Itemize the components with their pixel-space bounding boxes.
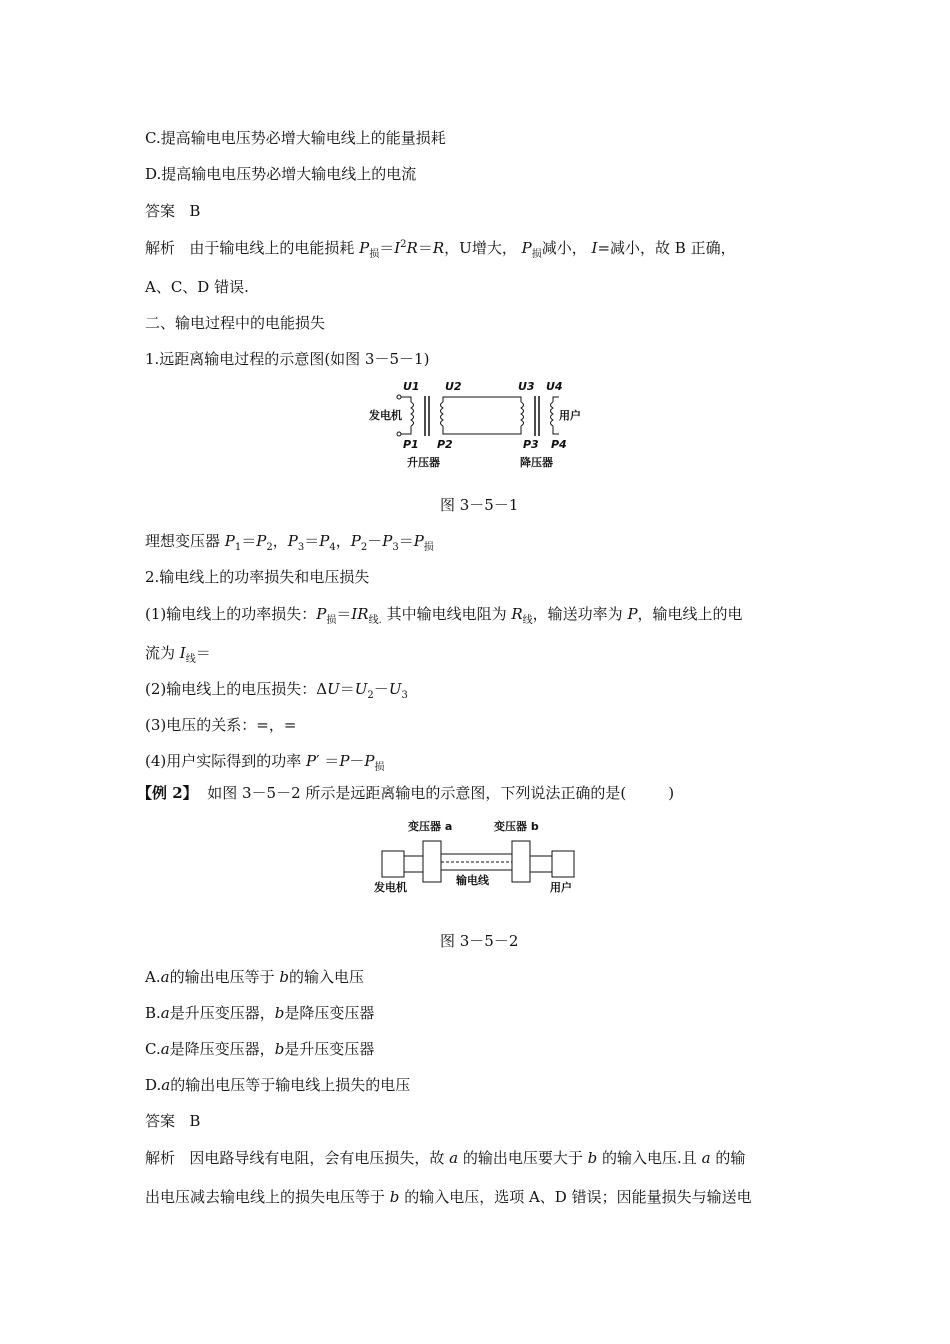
label-p1: P1 xyxy=(403,438,419,451)
example-tag: 【例 2】 xyxy=(137,784,198,802)
answer-label: 答案 xyxy=(145,1112,176,1130)
example-answer xyxy=(145,1110,200,1131)
label-p4: P4 xyxy=(551,438,567,451)
label-step-up: 升压器 xyxy=(407,456,440,469)
label-line: 输电线 xyxy=(456,874,489,887)
sub-item-1-cont: 流为 $I_线=$ xyxy=(145,644,211,665)
label-generator-2: 发电机 xyxy=(374,881,407,894)
figure-3-5-2 xyxy=(372,818,584,900)
answer-value: B xyxy=(189,202,201,220)
sub-item-3: (3)电压的关系：=，= xyxy=(145,716,297,734)
example-option-d: D.a的输出电压等于输电线上损失的电压 xyxy=(145,1076,411,1094)
example-option-c: C.a是降压变压器，b是升压变压器 xyxy=(145,1040,375,1058)
section-heading: 二、输电过程中的电能损失 xyxy=(145,314,326,332)
label-user-2: 用户 xyxy=(550,881,572,894)
figure-1-caption: 图 3－5－1 xyxy=(440,496,519,514)
label-u2: U2 xyxy=(445,380,462,393)
example-explanation-line-1: 解析 因电路导线有电阻，会有电压损失，故 a 的输出电压要大于 b 的输入电压.且 a 的输 xyxy=(145,1149,746,1167)
sub-item-2: (2)输电线上的电压损失：$\Delta U=U_2-U_3$ xyxy=(145,680,408,701)
explanation-line-1: 解析 由于输电线上的电能损耗 $P_损=I^2R=R$，U增大， $P_损$减小， I=减小，故 B 正确， xyxy=(145,239,736,260)
label-transformer-a: 变压器 a xyxy=(408,820,453,833)
option-c: C.提高输电电压势必增大输电线上的能量损耗 xyxy=(145,129,446,147)
label-transformer-b: 变压器 b xyxy=(494,820,539,833)
answer-value: B xyxy=(189,1112,201,1130)
explanation-label: 解析 xyxy=(145,239,176,257)
label-step-down: 降压器 xyxy=(520,456,553,469)
ideal-transformer-line: 理想变压器 $P_1=P_2$，$P_3=P_4$，$P_2-P_3=P_损$ xyxy=(145,532,434,553)
figure-2-caption: 图 3－5－2 xyxy=(440,932,519,950)
example-explanation-line-2: 出电压减去输电线上的损失电压等于 b 的输入电压，选项 A、D 错误；因能量损失与输送电 xyxy=(145,1188,752,1206)
label-user: 用户 xyxy=(559,409,581,422)
label-u4: U4 xyxy=(546,380,563,393)
explanation-text: 由于输电线上的电能损耗 xyxy=(189,239,355,257)
example-2-stem: 【例 2】 如图 3－5－2 所示是远距离输电的示意图，下列说法正确的是( ) xyxy=(137,784,675,802)
example-option-b: B.a是升压变压器，b是降压变压器 xyxy=(145,1004,375,1022)
label-p3: P3 xyxy=(523,438,539,451)
explanation-line-2: A、C、D 错误. xyxy=(145,278,249,296)
label-u3: U3 xyxy=(518,380,535,393)
label-p2: P2 xyxy=(437,438,453,451)
answer-label: 答案 xyxy=(145,202,176,220)
label-generator: 发电机 xyxy=(369,409,402,422)
label-u1: U1 xyxy=(403,380,420,393)
sub-item-1: (1)输电线上的功率损失：$P_损=IR_{线.}$ 其中输电线电阻为 $R_线$，输送功率为 P，输电线上的电 xyxy=(145,605,743,626)
option-d: D.提高输电电压势必增大输电线上的电流 xyxy=(145,165,417,183)
example-option-a: A.a的输出电压等于 b的输入电压 xyxy=(145,968,364,986)
figure-3-5-1 xyxy=(365,378,595,478)
sub-item-4: (4)用户实际得到的功率 $P' =P-P_损$ xyxy=(145,752,385,773)
item-1: 1.远距离输电过程的示意图(如图 3－5－1) xyxy=(145,350,430,368)
answer-line xyxy=(145,200,200,221)
item-2: 2.输电线上的功率损失和电压损失 xyxy=(145,568,370,586)
